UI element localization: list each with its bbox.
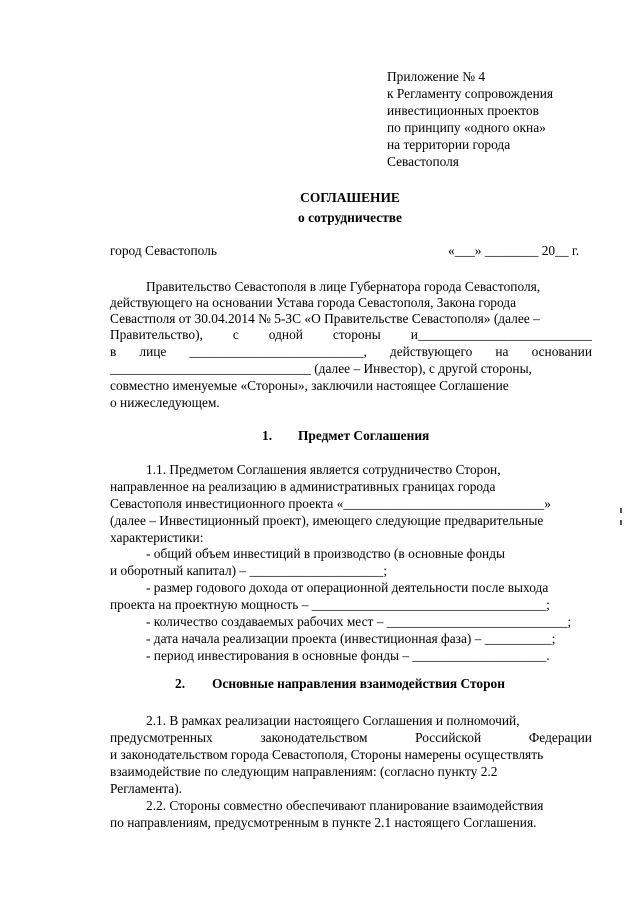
section-1-line: 1.1. Предметом Соглашения является сотрудничество Сторон, <box>146 462 501 477</box>
section-1-line: направленное на реализацию в административных границах города <box>110 479 496 494</box>
preamble-line: ______________________________ (далее – Инвестор), с другой стороны, <box>110 361 532 376</box>
section-1-line: проекта на проектную мощность – ___________________________________; <box>110 597 550 612</box>
preamble-word: одной <box>268 327 303 342</box>
section-2-word: законодательством <box>260 730 368 745</box>
section-2-number: 2. <box>175 676 186 691</box>
section-1-number: 1. <box>262 428 273 443</box>
section-2-word: Российской <box>415 730 482 745</box>
preamble-word: __________________________, <box>189 344 367 359</box>
preamble-word: основании <box>531 344 592 359</box>
preamble-line: совместно именуемые «Стороны», заключили настоящее Соглашение <box>110 378 509 393</box>
section-2-line: 2.2. Стороны совместно обеспечивают планирование взаимодействия <box>146 798 544 813</box>
preamble-line <box>110 344 592 360</box>
preamble-line <box>110 327 592 343</box>
appendix-line-6: Севастополя <box>387 154 459 169</box>
section-1-line: - размер годового дохода от операционной деятельности после выхода <box>146 580 549 595</box>
preamble-word: лице <box>139 344 167 359</box>
appendix-line-1: Приложение № 4 <box>387 69 486 84</box>
section-1-line: (далее – Инвестиционный проект), имеющего следующие предварительные <box>110 513 544 528</box>
section-1-heading: Предмет Соглашения <box>298 428 430 443</box>
preamble-word: с <box>232 327 239 342</box>
appendix-line-2: к Регламенту сопровождения <box>387 86 554 101</box>
section-1-line: - дата начала реализации проекта (инвестиционная фаза) – __________; <box>146 631 556 646</box>
section-1-line: - период инвестирования в основные фонды – ____________________. <box>146 648 550 663</box>
scan-mark <box>620 508 622 513</box>
preamble-line: Севастполя от 30.04.2014 № 5-ЗС «О Правительстве Севастополя» (далее – <box>110 311 540 326</box>
city-label: город Севастополь <box>110 243 217 258</box>
section-1-line: - общий объем инвестиций в производство (в основные фонды <box>146 546 506 561</box>
section-2-line: 2.1. В рамках реализации настоящего Соглашения и полномочий, <box>146 713 520 728</box>
preamble-word: стороны <box>332 327 381 342</box>
preamble-word: в <box>110 344 117 359</box>
date-field: «___» ________ 20__ г. <box>448 243 580 258</box>
section-2-word: предусмотренных <box>110 730 213 745</box>
section-2-line <box>110 730 592 746</box>
section-2-line: взаимодействие по следующим направлениям: (согласно пункту 2.2 <box>110 764 498 779</box>
preamble-line: Правительство Севастополя в лице Губернатора города Севастополя, <box>146 279 541 294</box>
section-1-line: и оборотный капитал) – ____________________; <box>110 563 388 578</box>
appendix-line-4: по принципу «одного окна» <box>387 120 546 135</box>
section-2-word: Федерации <box>528 730 592 745</box>
document-title: СОГЛАШЕНИЕ <box>300 190 400 205</box>
scan-mark <box>620 520 622 525</box>
section-2-line: по направлениям, предусмотренным в пункте 2.1 настоящего Соглашения. <box>110 815 537 830</box>
section-1-line: - количество создаваемых рабочих мест – ___________________________; <box>146 614 572 629</box>
preamble-line: действующего на основании Устава города Севастополя, Закона города <box>110 295 517 310</box>
section-1-line: характеристики: <box>110 530 204 545</box>
appendix-line-5: на территории города <box>387 137 511 152</box>
section-2-line: Регламента). <box>110 781 183 796</box>
preamble-word: Правительство), <box>110 327 203 342</box>
preamble-word: и__________________________ <box>410 327 592 342</box>
preamble-word: действующего <box>389 344 473 359</box>
preamble-word: на <box>495 344 509 359</box>
preamble-line: о нижеследующем. <box>110 395 220 410</box>
section-1-line: Севастополя инвестиционного проекта «______________________________» <box>110 496 551 511</box>
document-subtitle: о сотрудничестве <box>298 210 402 225</box>
appendix-line-3: инвестиционных проектов <box>387 103 539 118</box>
section-2-heading: Основные направления взаимодействия Сторон <box>212 676 505 691</box>
section-2-line: и законодательством города Севастополя, Стороны намерены осуществлять <box>110 747 544 762</box>
